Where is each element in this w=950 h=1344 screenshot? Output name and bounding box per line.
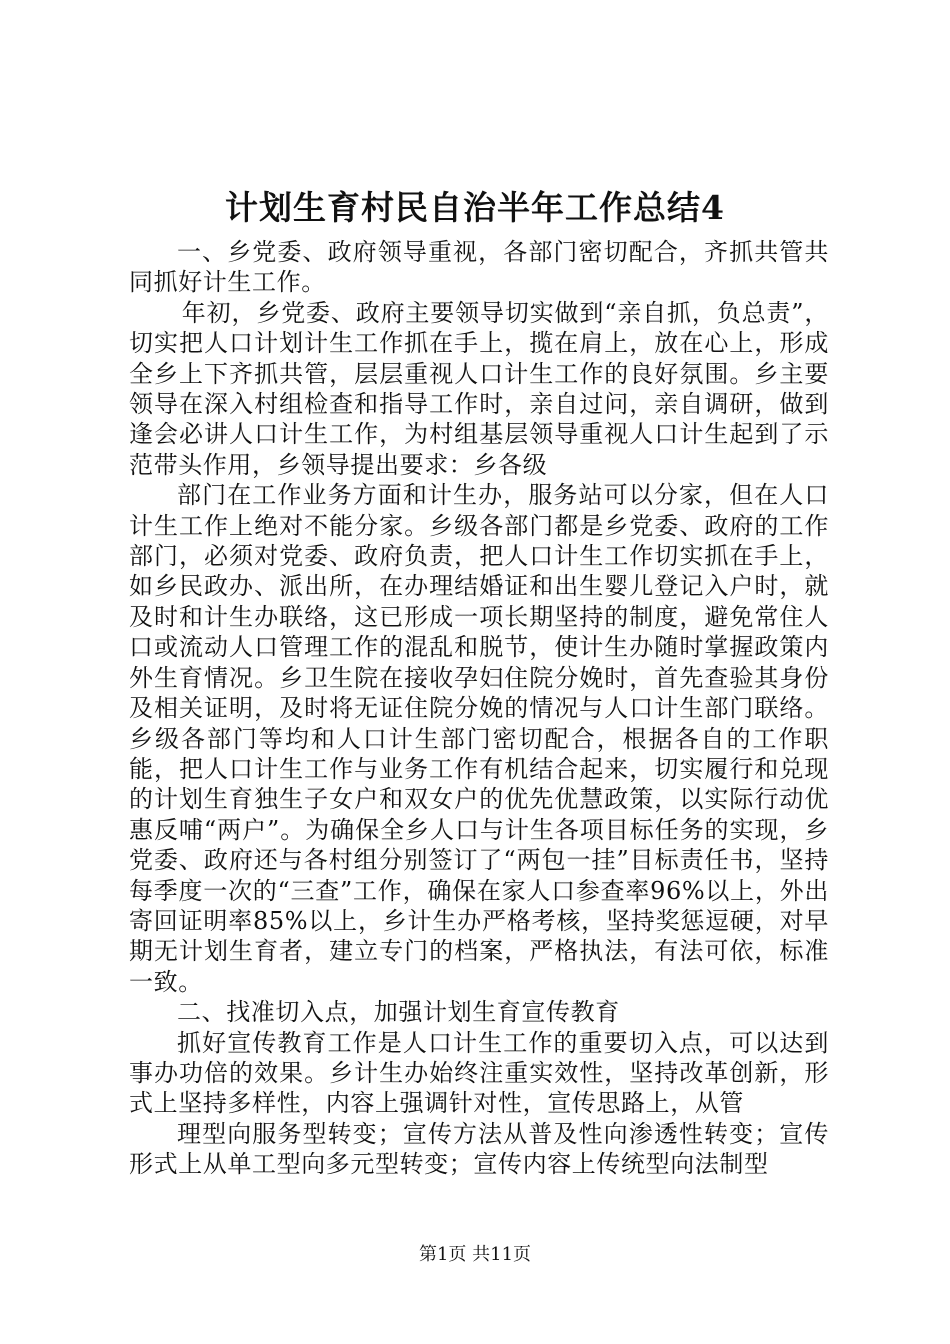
paragraph: 部门在工作业务方面和计生办，服务站可以分家，但在人口计生工作上绝对不能分家。乡级各部门都是乡党委、政府的工作部门，必须对党委、政府负责，把人口计生工作切实抓在手上，如乡民政办、派出所，在办理结婚证和出生婴儿登记入户时，就及时和计生办联络，这已形成一项长期坚持的制度，避免常住人口或流动人口管理工作的混乱和脱节，使计生办随时掌握政策内外生育情况。乡卫生院在接收孕妇住院分娩时，首先查验其身份及相关证明，及时将无证住院分娩的情况与人口计生部门联络。乡级各部门等均和人口计生部门密切配合，根据各自的工作职能，把人口计生工作与业务工作有机结合起来，切实履行和兑现的计划生育独生子女户和双女户的优先优慧政策，以实际行动优惠反哺“两户”。为确保全乡人口与计生各项目标任务的实现，乡党委、政府还与各村组分别签订了“两包一挂”目标责任书，坚持每季度一次的“三查”工作，确保在家人口参查率96%以上，外出寄回证明率85%以上，乡计生办严格考核，坚持奖惩逗硬，对早期无计划生育者，建立专门的档案，严格执法，有法可依，标准一致。 [129,481,829,996]
paragraph: 年初，乡党委、政府主要领导切实做到“亲自抓，负总责”，切实把人口计划计生工作抓在手上，揽在肩上，放在心上，形成全乡上下齐抓共管，层层重视人口计生工作的良好氛围。乡主要领导在深入村组检查和指导工作时，亲自过问，亲自调研，做到逢会必讲人口计生工作，为村组基层领导重视人口计生起到了示范带头作用，乡领导提出要求：乡各级 [129,298,829,479]
paragraph: 理型向服务型转变；宣传方法从普及性向渗透性转变；宣传形式上从单工型向多元型转变；宣传内容上传统型向法制型 [129,1119,829,1179]
document-body [129,237,829,1180]
paragraph: 抓好宣传教育工作是人口计生工作的重要切入点，可以达到事办功倍的效果。乡计生办始终注重实效性，坚持改革创新，形式上坚持多样性，内容上强调针对性，宣传思路上，从管 [129,1028,829,1118]
document-title: 计划生育村民自治半年工作总结4 [225,188,725,227]
paragraph-section-2-heading: 二、找准切入点，加强计划生育宣传教育 [177,998,620,1027]
paragraph-section-1-heading: 一、乡党委、政府领导重视，各部门密切配合，齐抓共管共同抓好计生工作。 [129,238,829,297]
page-number-footer: 第1页 共11页 [418,1244,532,1265]
